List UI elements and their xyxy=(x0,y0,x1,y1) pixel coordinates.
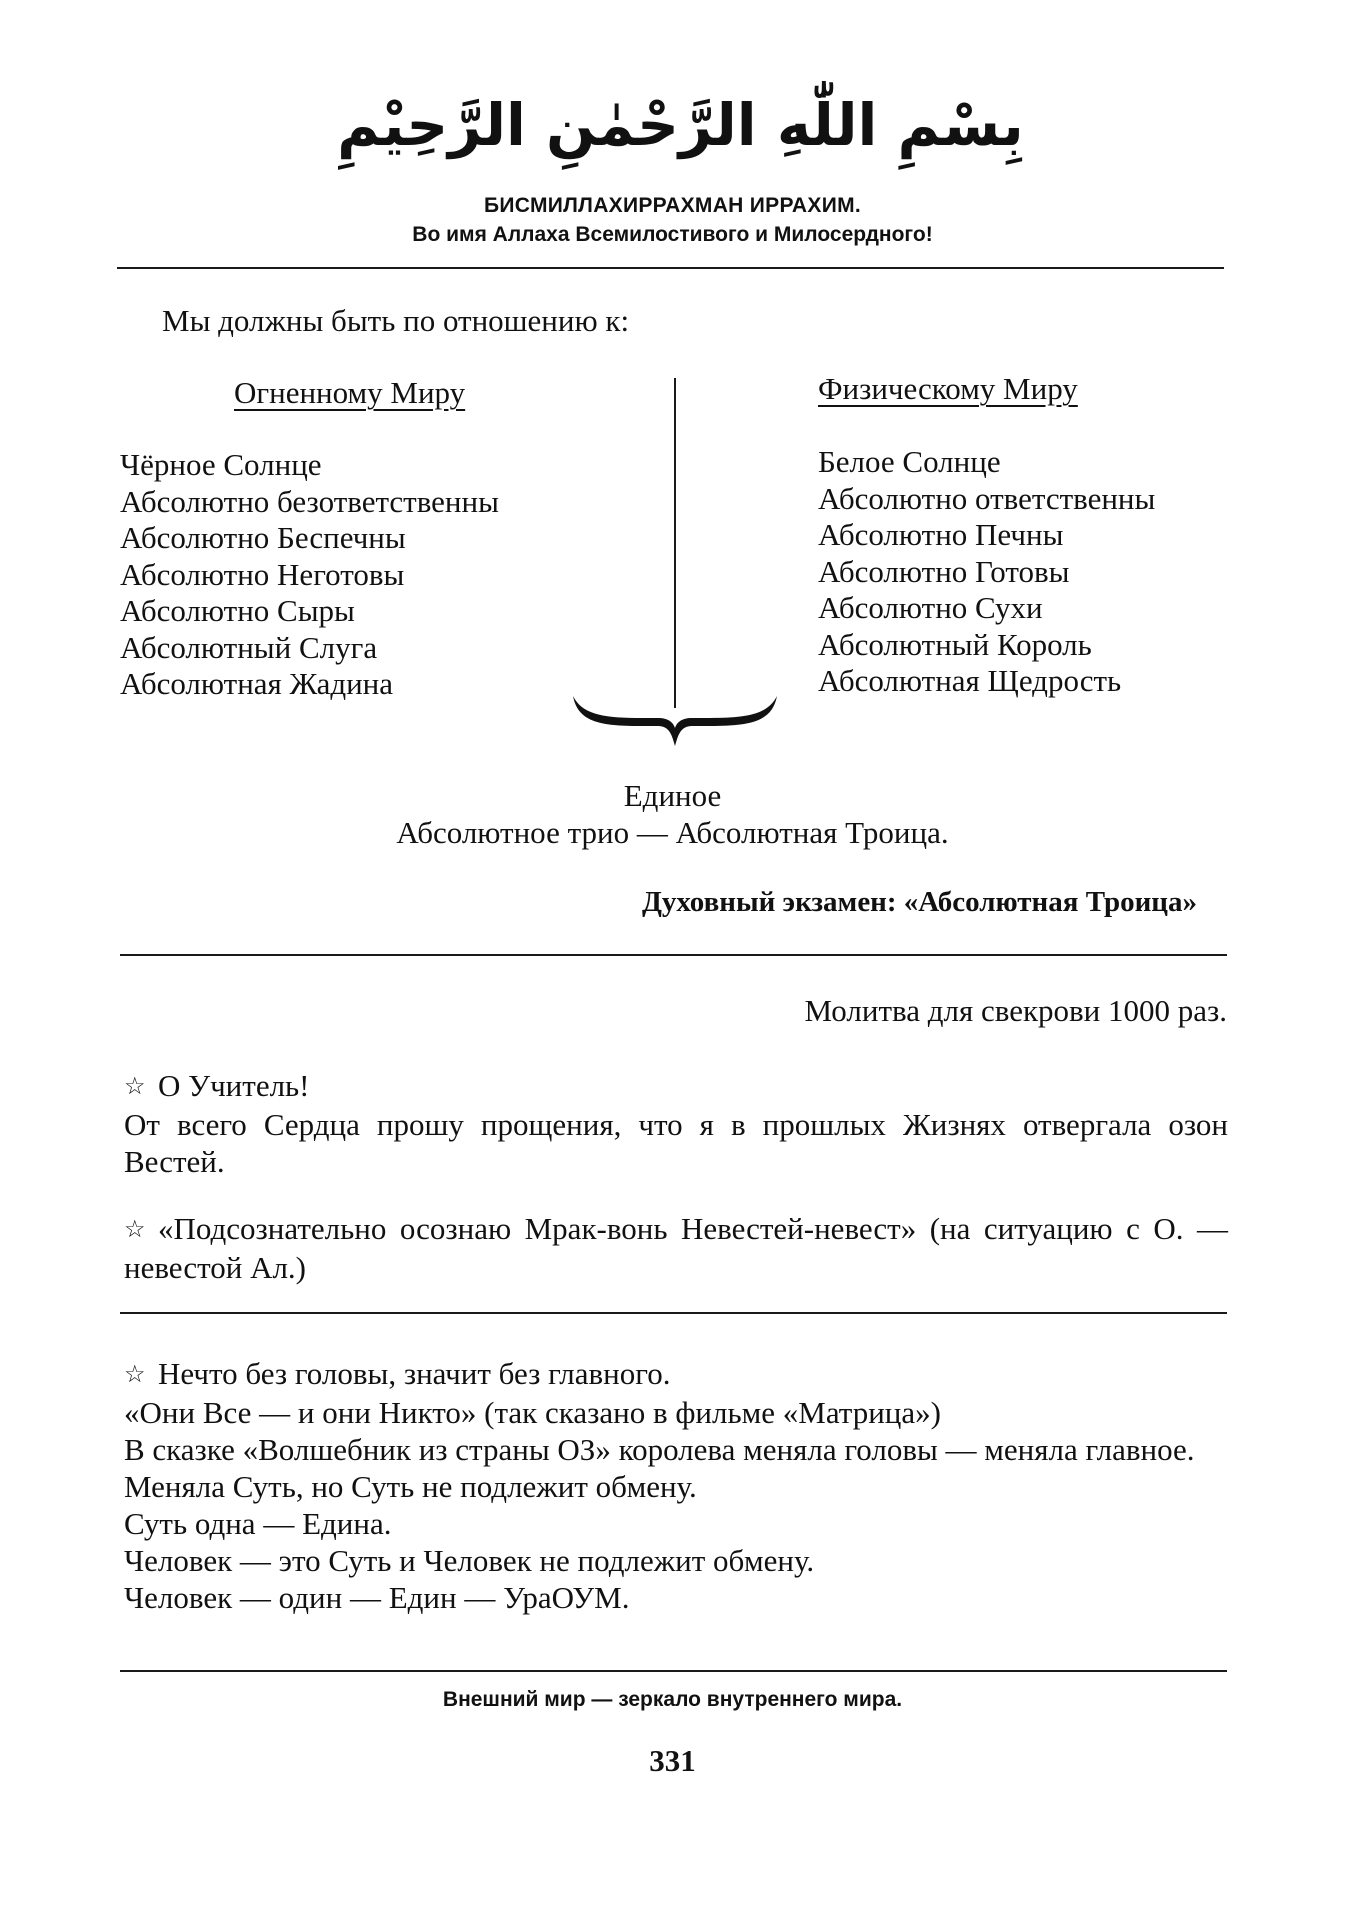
section3-divider xyxy=(120,1670,1227,1672)
left-column-list xyxy=(120,447,499,703)
list-item: Абсолютно безответственны xyxy=(120,483,499,519)
entry-line: Нечто без головы, значит без главного. xyxy=(158,1356,671,1391)
entry-line: Суть одна — Едина. xyxy=(124,1506,392,1541)
list-item: Чёрное Солнце xyxy=(120,447,322,482)
header-divider xyxy=(117,267,1224,269)
entry-text: «Подсознательно осознаю Мрак-вонь Невестей-невест» (на ситуацию с О. — невестой Ал.) xyxy=(124,1211,1228,1285)
list-item: Белое Солнце xyxy=(818,444,1001,479)
intro-text: Мы должны быть по отношению к: xyxy=(162,303,630,338)
right-column-heading: Физическому Миру xyxy=(818,371,1078,406)
entry-line: Меняла Суть, но Суть не подлежит обмену. xyxy=(124,1469,697,1504)
section1-divider xyxy=(120,954,1227,956)
list-item: Абсолютно Готовы xyxy=(818,553,1070,589)
arabic-text: بِسْمِ اللّٰهِ الرَّحْمٰنِ الرَّحِيْمِ xyxy=(337,91,1024,159)
section2-divider xyxy=(120,1312,1227,1314)
subconscious-entry xyxy=(124,1210,1228,1286)
left-column-heading: Огненному Миру xyxy=(234,375,466,410)
entry-text: От всего Сердца прошу прощения, что я в прошлых Жизнях отвергала озон Вестей. xyxy=(124,1107,1228,1179)
prayer-line: Молитва для свекрови 1000 раз. xyxy=(804,993,1227,1028)
list-item: Абсолютно Неготовы xyxy=(120,556,405,592)
entry-line: Человек — это Суть и Человек не подлежит обмену. xyxy=(124,1543,815,1578)
list-item: Абсолютно ответственны xyxy=(818,480,1156,516)
list-item: Абсолютно Сухи xyxy=(818,590,1043,625)
list-item: Абсолютная Щедрость xyxy=(818,663,1122,698)
entry-title: О Учитель! xyxy=(158,1068,310,1103)
star-icon: ☆ xyxy=(124,1217,146,1243)
list-item: Абсолютно Печны xyxy=(818,517,1064,552)
union-line-1: Единое xyxy=(623,778,722,813)
list-item: Абсолютно Сыры xyxy=(120,593,355,628)
footer-motto: Внешний мир — зеркало внутреннего мира. xyxy=(442,1688,903,1711)
list-item: Абсолютный Слуга xyxy=(120,629,378,665)
entry-line: Человек — один — Един — УраОУМ. xyxy=(124,1580,630,1615)
star-icon: ☆ xyxy=(124,1362,146,1388)
list-item: Абсолютная Жадина xyxy=(120,666,394,701)
column-divider xyxy=(674,378,676,708)
essence-entry xyxy=(124,1355,1228,1616)
list-item: Абсолютный Король xyxy=(818,626,1092,662)
right-column-list xyxy=(818,444,1155,700)
bismillah-calligraphy xyxy=(0,70,1345,180)
union-line-2: Абсолютное трио — Абсолютная Троица. xyxy=(396,815,949,850)
star-icon: ☆ xyxy=(124,1074,146,1100)
header-subtitle: Во имя Аллаха Всемилостивого и Милосердного! xyxy=(412,223,933,246)
teacher-entry xyxy=(124,1067,1228,1180)
entry-line: «Они Все — и они Никто» (так сказано в фильме «Матрица») xyxy=(124,1395,941,1430)
entry-line: В сказке «Волшебник из страны ОЗ» королева меняла головы — меняла главное. xyxy=(124,1432,1195,1467)
curly-brace-icon xyxy=(570,692,780,748)
list-item: Абсолютно Беспечны xyxy=(120,520,406,555)
header-title: БИСМИЛЛАХИРРАХМАН ИРРАХИМ. xyxy=(483,194,862,217)
page-number: 331 xyxy=(649,1743,696,1778)
exam-heading: Духовный экзамен: «Абсолютная Троица» xyxy=(641,886,1197,918)
